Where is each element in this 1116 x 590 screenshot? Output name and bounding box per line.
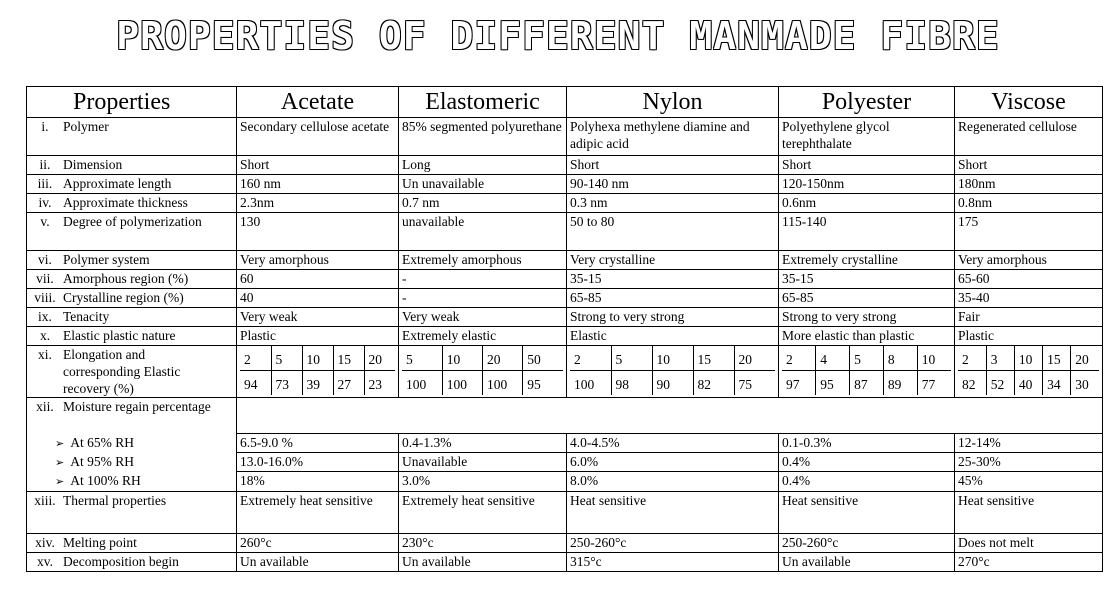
- recovery-value: 52: [986, 371, 1014, 396]
- table-row: [27, 289, 1103, 308]
- recovery-value: 97: [782, 371, 816, 396]
- table-cell: Elastic: [567, 327, 779, 346]
- table-cell: 270°c: [955, 552, 1103, 571]
- table-cell: 260°c: [237, 533, 399, 552]
- table-row: [27, 533, 1103, 552]
- table-cell: 0.3 nm: [567, 194, 779, 213]
- table-cell: 60: [237, 270, 399, 289]
- elongation-value: 2: [962, 351, 969, 367]
- page-title: PROPERTIES OF DIFFERENT MANMADE FIBRE: [116, 14, 1000, 58]
- table-cell: Very weak: [237, 308, 399, 327]
- recovery-value: 95: [816, 371, 850, 396]
- moisture-label: At 95% RH: [70, 453, 134, 469]
- elongation-value: 15: [333, 346, 364, 371]
- table-cell: Extremely amorphous: [399, 251, 567, 270]
- elongation-value: 10: [442, 346, 482, 371]
- recovery-value: 100: [402, 371, 442, 396]
- recovery-value: 94: [240, 371, 271, 396]
- elongation-cell: [955, 346, 1103, 398]
- table-row: [27, 491, 1103, 533]
- recovery-value: 90: [652, 371, 693, 396]
- elongation-values-row: [782, 346, 951, 371]
- table-cell: 65-85: [567, 289, 779, 308]
- row-label: Elastic plastic nature: [63, 328, 176, 343]
- recovery-value: 100: [483, 371, 523, 396]
- table-cell: 120-150nm: [779, 175, 955, 194]
- row-number: xii.: [36, 399, 54, 414]
- recovery-value: 73: [271, 371, 302, 396]
- row-label: Crystalline region (%): [63, 290, 184, 305]
- elongation-value: 5: [271, 346, 302, 371]
- table-cell: 160 nm: [237, 175, 399, 194]
- recovery-value: 89: [883, 371, 917, 396]
- table-cell: Plastic: [237, 327, 399, 346]
- moisture-row: [27, 453, 1103, 472]
- table-row: [27, 156, 1103, 175]
- elongation-subtable: [958, 346, 1099, 395]
- fibre-properties-table: [26, 86, 1103, 572]
- elongation-value: 10: [652, 346, 693, 371]
- table-cell: 315°c: [567, 552, 779, 571]
- table-cell: Secondary cellulose acetate: [237, 118, 399, 156]
- row-label-cell: [27, 175, 237, 194]
- row-label: Melting point: [63, 534, 137, 550]
- recovery-value: 30: [1071, 371, 1099, 396]
- table-cell: 12-14%: [955, 434, 1103, 453]
- table-cell: -: [399, 289, 567, 308]
- table-cell: unavailable: [399, 213, 567, 251]
- table-cell: Un available: [237, 552, 399, 571]
- header-polyester: Polyester: [779, 87, 955, 118]
- recovery-value: 39: [302, 371, 333, 396]
- row-label-cell: [27, 156, 237, 175]
- recovery-value: 75: [734, 371, 775, 396]
- row-label-cell: [27, 327, 237, 346]
- table-cell: Polyethylene glycol terephthalate: [779, 118, 955, 156]
- table-row: [27, 552, 1103, 571]
- elongation-values-row: [402, 346, 563, 371]
- table-cell: -: [399, 270, 567, 289]
- table-cell: 90-140 nm: [567, 175, 779, 194]
- table-cell: 4.0-4.5%: [567, 434, 779, 453]
- recovery-value: 82: [693, 371, 734, 396]
- elongation-value: 2: [244, 351, 251, 367]
- row-label-cell: [27, 308, 237, 327]
- recovery-value: 98: [611, 371, 652, 396]
- elongation-subtable: [240, 346, 395, 395]
- table-cell: Very amorphous: [237, 251, 399, 270]
- row-number: iv.: [38, 195, 52, 210]
- table-row: [27, 270, 1103, 289]
- recovery-value: 95: [523, 371, 563, 396]
- table-cell: 0.7 nm: [399, 194, 567, 213]
- row-label-cell: [27, 118, 237, 156]
- row-number: xiv.: [35, 534, 55, 550]
- recovery-value: 87: [850, 371, 884, 396]
- row-label: Approximate thickness: [63, 195, 188, 210]
- moisture-row: [27, 472, 1103, 492]
- table-row: [27, 251, 1103, 270]
- row-number: vii.: [36, 271, 54, 286]
- table-cell: Short: [955, 156, 1103, 175]
- elongation-value: 15: [1043, 346, 1071, 371]
- table-cell: Short: [779, 156, 955, 175]
- elongation-row: [27, 346, 1103, 398]
- row-label: Polymer system: [63, 252, 150, 267]
- recovery-value: 77: [917, 371, 951, 396]
- table-cell: Polyhexa methylene diamine and adipic acid: [567, 118, 779, 156]
- table-cell: 0.4%: [779, 453, 955, 472]
- table-cell: 45%: [955, 472, 1103, 492]
- table-cell: 0.4%: [779, 472, 955, 492]
- table-cell: 65-60: [955, 270, 1103, 289]
- table-cell: Extremely heat sensitive: [237, 491, 399, 533]
- row-number: xiii.: [34, 492, 56, 508]
- row-label-cell: [27, 289, 237, 308]
- elongation-value: 20: [1071, 346, 1099, 371]
- row-label: Degree of polymerization: [63, 214, 202, 229]
- table-row: [27, 327, 1103, 346]
- table-cell: Heat sensitive: [779, 491, 955, 533]
- moisture-row: [27, 434, 1103, 453]
- recovery-values-row: [240, 371, 395, 396]
- row-number: ii.: [39, 157, 51, 172]
- elongation-value: 15: [693, 346, 734, 371]
- elongation-values-row: [958, 346, 1099, 371]
- elongation-value: 5: [611, 346, 652, 371]
- elongation-value: 3: [986, 346, 1014, 371]
- header-acetate: Acetate: [237, 87, 399, 118]
- elongation-subtable: [402, 346, 563, 395]
- table-cell: Very weak: [399, 308, 567, 327]
- table-cell: 175: [955, 213, 1103, 251]
- elongation-cell: [237, 346, 399, 398]
- table-cell: Extremely heat sensitive: [399, 491, 567, 533]
- moisture-label: At 65% RH: [70, 434, 134, 450]
- elongation-cell: [567, 346, 779, 398]
- header-elastomeric: Elastomeric: [399, 87, 567, 118]
- recovery-value: 27: [333, 371, 364, 396]
- elongation-value: 5: [850, 346, 884, 371]
- table-cell: 40: [237, 289, 399, 308]
- elongation-value: 4: [816, 346, 850, 371]
- row-number: vi.: [38, 252, 52, 267]
- elongation-value: 10: [1014, 346, 1042, 371]
- elongation-value: 5: [406, 351, 413, 367]
- table-cell: Very amorphous: [955, 251, 1103, 270]
- table-cell: More elastic than plastic: [779, 327, 955, 346]
- table-cell: 50 to 80: [567, 213, 779, 251]
- table-body: [27, 118, 1103, 572]
- table-cell: 35-15: [779, 270, 955, 289]
- row-label-cell: [27, 194, 237, 213]
- table-cell: Un unavailable: [399, 175, 567, 194]
- recovery-value: 40: [1014, 371, 1042, 396]
- table-cell: 115-140: [779, 213, 955, 251]
- table-row: [27, 194, 1103, 213]
- row-label-cell: [27, 251, 237, 270]
- table-cell: 25-30%: [955, 453, 1103, 472]
- elongation-value: 8: [883, 346, 917, 371]
- elongation-cell: [399, 346, 567, 398]
- row-label-cell: [27, 398, 237, 434]
- table-cell: Strong to very strong: [779, 308, 955, 327]
- row-number: xi.: [38, 347, 52, 362]
- elongation-value: 50: [523, 346, 563, 371]
- elongation-value: 10: [302, 346, 333, 371]
- table-cell: Long: [399, 156, 567, 175]
- recovery-value: 23: [364, 371, 395, 396]
- row-label-cell: [27, 346, 237, 398]
- blank-cell: [237, 398, 1103, 434]
- row-label-cell: [27, 533, 237, 552]
- row-label: Polymer: [63, 119, 109, 134]
- row-number: ix.: [38, 309, 52, 324]
- elongation-value: 2: [574, 351, 581, 367]
- row-number: i.: [41, 119, 49, 134]
- table-cell: Heat sensitive: [955, 491, 1103, 533]
- recovery-values-row: [570, 371, 775, 396]
- table-cell: 65-85: [779, 289, 955, 308]
- table-row: [27, 175, 1103, 194]
- recovery-value: 100: [570, 371, 611, 396]
- recovery-values-row: [782, 371, 951, 396]
- row-label: Elongation and corresponding Elastic recovery (%): [63, 347, 181, 396]
- row-label: Decomposition begin: [63, 553, 179, 569]
- bullet-arrow-icon: ➢: [55, 456, 65, 469]
- moisture-label-cell: [27, 453, 237, 472]
- elongation-value: 10: [917, 346, 951, 371]
- moisture-heading-row: [27, 398, 1103, 434]
- elongation-subtable: [570, 346, 775, 395]
- header-viscose: Viscose: [955, 87, 1103, 118]
- row-label-cell: [27, 213, 237, 251]
- row-label-cell: [27, 552, 237, 571]
- row-number: v.: [40, 214, 50, 229]
- row-number: iii.: [37, 176, 53, 191]
- table-cell: 6.0%: [567, 453, 779, 472]
- table-cell: 230°c: [399, 533, 567, 552]
- table-cell: 8.0%: [567, 472, 779, 492]
- table-cell: 3.0%: [399, 472, 567, 492]
- moisture-label: At 100% RH: [70, 472, 141, 488]
- table-cell: 2.3nm: [237, 194, 399, 213]
- elongation-value: 20: [734, 346, 775, 371]
- elongation-subtable: [782, 346, 951, 395]
- table-row: [27, 308, 1103, 327]
- table-cell: 250-260°c: [779, 533, 955, 552]
- elongation-values-row: [570, 346, 775, 371]
- table-cell: 130: [237, 213, 399, 251]
- table-cell: 35-15: [567, 270, 779, 289]
- row-label: Tenacity: [63, 309, 110, 324]
- row-number: viii.: [34, 290, 56, 305]
- table-cell: 0.8nm: [955, 194, 1103, 213]
- table-row: [27, 118, 1103, 156]
- bullet-arrow-icon: ➢: [55, 437, 65, 450]
- table-cell: Plastic: [955, 327, 1103, 346]
- moisture-label-cell: [27, 434, 237, 453]
- row-number: x.: [39, 328, 51, 343]
- table-cell: Very crystalline: [567, 251, 779, 270]
- recovery-values-row: [958, 371, 1099, 396]
- recovery-value: 100: [442, 371, 482, 396]
- recovery-value: 34: [1043, 371, 1071, 396]
- row-label: Amorphous region (%): [63, 271, 189, 286]
- table-cell: Un available: [399, 552, 567, 571]
- table-cell: Extremely crystalline: [779, 251, 955, 270]
- table-cell: Extremely elastic: [399, 327, 567, 346]
- table-cell: Regenerated cellulose: [955, 118, 1103, 156]
- table-cell: Short: [567, 156, 779, 175]
- table-cell: Short: [237, 156, 399, 175]
- table-cell: 0.6nm: [779, 194, 955, 213]
- table-cell: 0.1-0.3%: [779, 434, 955, 453]
- table-cell: 0.4-1.3%: [399, 434, 567, 453]
- row-label: Dimension: [63, 157, 123, 172]
- header-properties: Properties: [27, 87, 237, 118]
- row-label: Approximate length: [63, 176, 172, 191]
- table-cell: Heat sensitive: [567, 491, 779, 533]
- table-cell: 180nm: [955, 175, 1103, 194]
- elongation-cell: [779, 346, 955, 398]
- table-row: [27, 213, 1103, 251]
- table-cell: 85% segmented polyurethane: [399, 118, 567, 156]
- row-label: Thermal properties: [63, 492, 167, 508]
- moisture-label-cell: [27, 472, 237, 492]
- header-row: [27, 87, 1103, 118]
- recovery-values-row: [402, 371, 563, 396]
- elongation-value: 20: [364, 346, 395, 371]
- table-cell: Fair: [955, 308, 1103, 327]
- table-cell: 250-260°c: [567, 533, 779, 552]
- table-cell: 6.5-9.0 %: [237, 434, 399, 453]
- row-number: xv.: [37, 553, 53, 569]
- elongation-value: 20: [483, 346, 523, 371]
- elongation-value: 2: [786, 351, 793, 367]
- header-nylon: Nylon: [567, 87, 779, 118]
- table-cell: 35-40: [955, 289, 1103, 308]
- bullet-arrow-icon: ➢: [55, 475, 65, 488]
- table-cell: 13.0-16.0%: [237, 453, 399, 472]
- table-cell: Unavailable: [399, 453, 567, 472]
- row-label-cell: [27, 270, 237, 289]
- table-cell: Strong to very strong: [567, 308, 779, 327]
- elongation-values-row: [240, 346, 395, 371]
- table-cell: Does not melt: [955, 533, 1103, 552]
- table-cell: Un available: [779, 552, 955, 571]
- row-label: Moisture regain percentage: [63, 399, 211, 414]
- table-cell: 18%: [237, 472, 399, 492]
- row-label-cell: [27, 491, 237, 533]
- recovery-value: 82: [958, 371, 986, 396]
